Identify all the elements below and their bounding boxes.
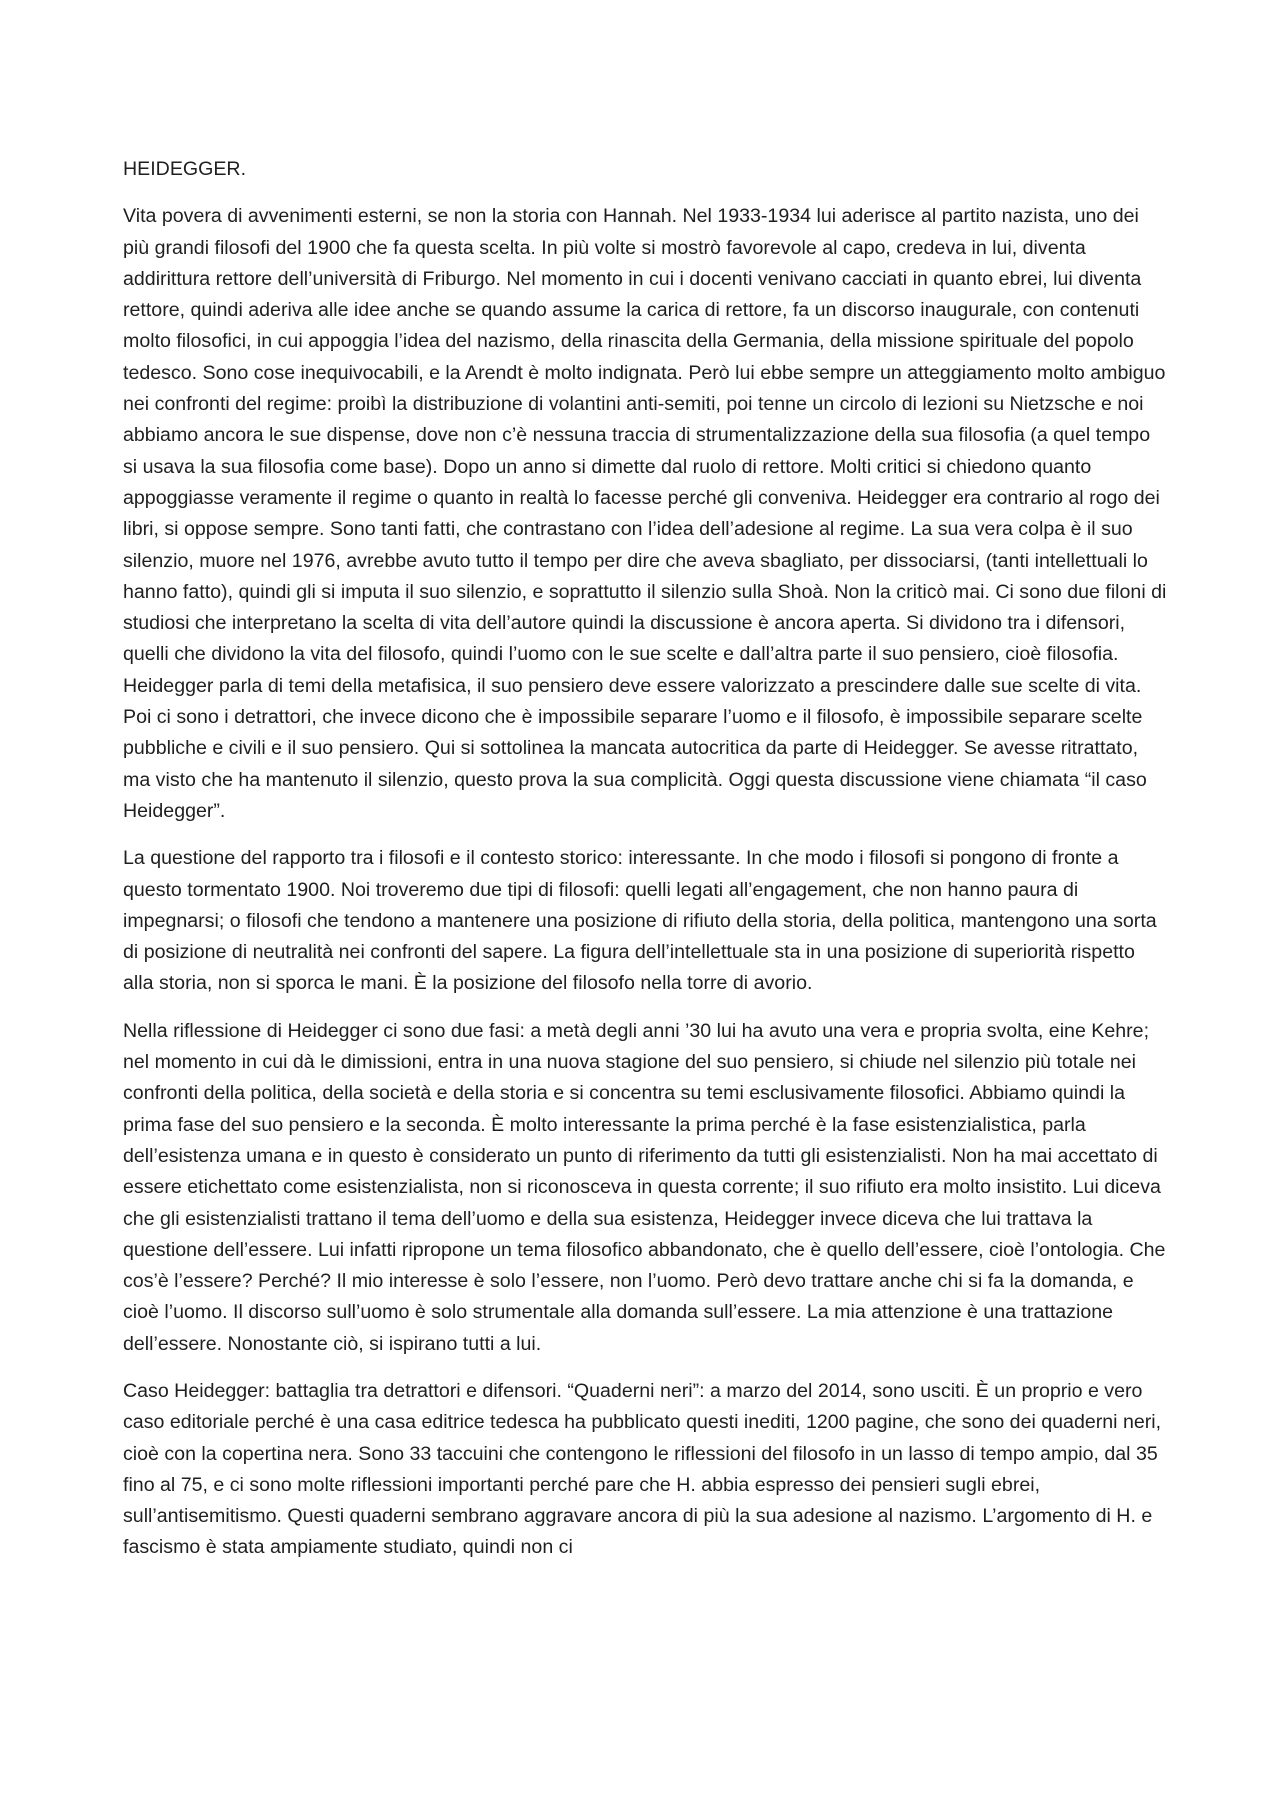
document-body <box>123 154 1167 1580</box>
paragraph-heidegger-nazism: Vita povera di avvenimenti esterni, se non la storia con Hannah. Nel 1933-1934 lui aderisce al partito nazista, uno dei più grandi filosofi del 1900 che fa questa scelta. In più volte si mostrò favorevole al capo, credeva in lui, diventa addirittura rettore dell’università di Friburgo. Nel momento in cui i docenti venivano cacciati in quanto ebrei, lui diventa rettore, quindi aderiva alle idee anche se quando assume la carica di rettore, fa un discorso inaugurale, con contenuti molto filosofici, in cui appoggia l’idea del nazismo, della rinascita della Germania, della missione spirituale del popolo tedesco. Sono cose inequivocabili, e la Arendt è molto indignata. Però lui ebbe sempre un atteggiamento molto ambiguo nei confronti del regime: proibì la distribuzione di volantini anti-semiti, poi tenne un circolo di lezioni su Nietzsche e noi abbiamo ancora le sue dispense, dove non c’è nessuna traccia di strumentalizzazione della sua filosofia (a quel tempo si usava la sua filosofia come base). Dopo un anno si dimette dal ruolo di rettore. Molti critici si chiedono quanto appoggiasse veramente il regime o quanto in realtà lo facesse perché gli conveniva. Heidegger era contrario al rogo dei libri, si oppose sempre. Sono tanti fatti, che contrastano con l’idea dell’adesione al regime. La sua vera colpa è il suo silenzio, muore nel 1976, avrebbe avuto tutto il tempo per dire che aveva sbagliato, per dissociarsi, (tanti intellettuali lo hanno fatto), quindi gli si imputa il suo silenzio, e soprattutto il silenzio sulla Shoà. Non la criticò mai. Ci sono due filoni di studiosi che interpretano la scelta di vita dell’autore quindi la discussione è ancora aperta. Si dividono tra i difensori, quelli che dividono la vita del filosofo, quindi l’uomo con le sue scelte e dall’altra parte il suo pensiero, cioè filosofia. Heidegger parla di temi della metafisica, il suo pensiero deve essere valorizzato a prescindere dalle sue scelte di vita. Poi ci sono i detrattori, che invece dicono che è impossibile separare l’uomo e il filosofo, è impossibile separare scelte pubbliche e civili e il suo pensiero. Qui si sottolinea la mancata autocritica da parte di Heidegger. Se avesse ritrattato, ma visto che ha mantenuto il silenzio, questo prova la sua complicità. Oggi questa discussione viene chiamata “il caso Heidegger”. <box>123 205 1167 822</box>
paragraph-two-phases: Nella riflessione di Heidegger ci sono due fasi: a metà degli anni ’30 lui ha avuto una vera e propria svolta, eine Kehre; nel momento in cui dà le dimissioni, entra in una nuova stagione del suo pensiero, si chiude nel silenzio più totale nei confronti della politica, della società e della storia e si concentra su temi esclusivamente filosofici. Abbiamo quindi la prima fase del suo pensiero e la seconda. È molto interessante la prima perché è la fase esistenzialistica, parla dell’esistenza umana e in questo è considerato un punto di riferimento da tutti gli esistenzialisti. Non ha mai accettato di essere etichettato come esistenzialista, non si riconosceva in questa corrente; il suo rifiuto era molto insistito. Lui diceva che gli esistenzialisti trattano il tema dell’uomo e della sua esistenza, Heidegger invece diceva che lui trattava la questione dell’essere. Lui infatti ripropone un tema filosofico abbandonato, che è quello dell’essere, cioè l’ontologia. Che cos’è l’essere? Perché? Il mio interesse è solo l’essere, non l’uomo. Però devo trattare anche chi si fa la domanda, e cioè l’uomo. Il discorso sull’uomo è solo strumentale alla domanda sull’essere. La mia attenzione è una trattazione dell’essere. Nonostante ciò, si ispirano tutti a lui. <box>123 1019 1166 1355</box>
document-title: HEIDEGGER. <box>123 158 247 180</box>
paragraph-philosophers-history: La questione del rapporto tra i filosofi e il contesto storico: interessante. In che modo i filosofi si pongono di fronte a questo tormentato 1900. Noi troveremo due tipi di filosofi: quelli legati all’engagement, che non hanno paura di impegnarsi; o filosofi che tendono a mantenere una posizione di rifiuto della storia, della politica, mantengono una sorta di posizione di neutralità nei confronti del sapere. La figura dell’intellettuale sta in una posizione di superiorità rispetto alla storia, non si sporca le mani. È la posizione del filosofo nella torre di avorio. <box>123 847 1157 995</box>
paragraph-black-notebooks: Caso Heidegger: battaglia tra detrattori e difensori. “Quaderni neri”: a marzo del 2014, sono usciti. È un proprio e vero caso editoriale perché è una casa editrice tedesca ha pubblicato questi inediti, 1200 pagine, che sono dei quaderni neri, cioè con la copertina nera. Sono 33 taccuini che contengono le riflessioni del filosofo in un lasso di tempo ampio, dal 35 fino al 75, e ci sono molte riflessioni importanti perché pare che H. abbia espresso dei pensieri sugli ebrei, sull’antisemitismo. Questi quaderni sembrano aggravare ancora di più la sua adesione al nazismo. L’argomento di H. e fascismo è stata ampiamente studiato, quindi non ci <box>123 1379 1162 1559</box>
